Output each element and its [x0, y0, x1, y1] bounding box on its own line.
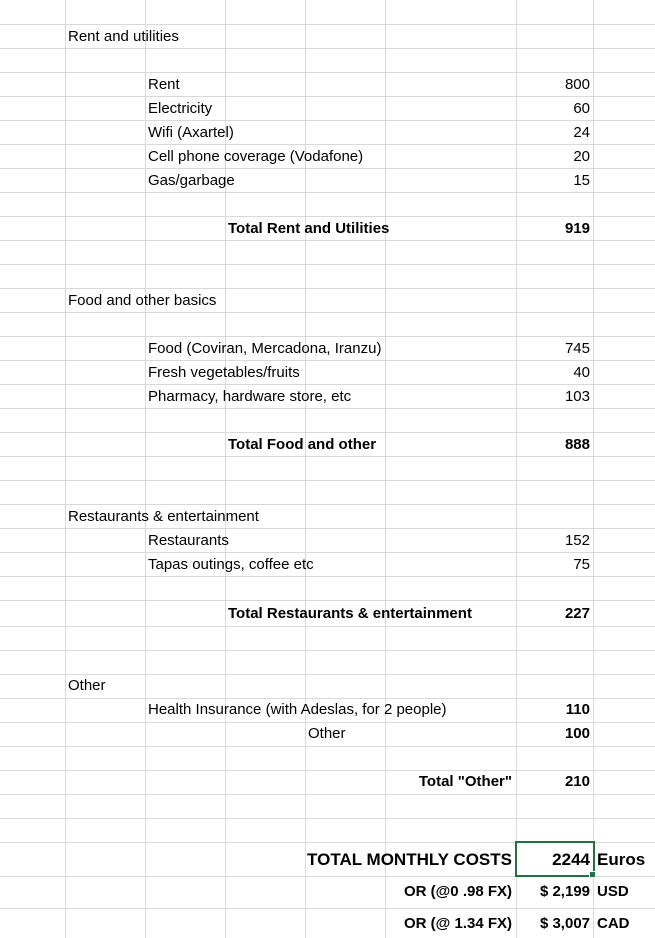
- grid-line: [385, 0, 386, 938]
- item-label[interactable]: Rent: [148, 76, 180, 93]
- total-label-food[interactable]: Total Food and other: [228, 436, 377, 453]
- item-value[interactable]: 745: [564, 340, 590, 357]
- section-header-food[interactable]: Food and other basics: [68, 292, 217, 309]
- total-value-food[interactable]: 888: [564, 436, 590, 453]
- cad-label[interactable]: OR (@ 1.34 FX): [404, 915, 512, 932]
- usd-value[interactable]: $ 2,199: [539, 883, 590, 900]
- item-label[interactable]: Health Insurance (with Adeslas, for 2 people): [148, 701, 447, 718]
- grand-total-label[interactable]: TOTAL MONTHLY COSTS: [307, 850, 512, 869]
- item-label[interactable]: Restaurants: [148, 532, 229, 549]
- item-value[interactable]: 103: [564, 388, 590, 405]
- item-value[interactable]: 15: [573, 172, 590, 189]
- fill-handle[interactable]: [589, 871, 596, 878]
- grid-line: [65, 0, 66, 938]
- cad-unit[interactable]: CAD: [597, 915, 630, 932]
- item-label[interactable]: Pharmacy, hardware store, etc: [148, 388, 352, 405]
- item-label[interactable]: Electricity: [148, 100, 213, 117]
- grid-line: [0, 746, 655, 747]
- item-value[interactable]: 20: [573, 148, 590, 165]
- grid-line: [305, 0, 306, 938]
- item-value[interactable]: 800: [564, 76, 590, 93]
- item-value[interactable]: 24: [573, 124, 590, 141]
- item-label[interactable]: Other: [308, 725, 346, 742]
- grid-line: [0, 818, 655, 819]
- item-label[interactable]: Wifi (Axartel): [148, 124, 234, 141]
- item-label[interactable]: Tapas outings, coffee etc: [148, 556, 314, 573]
- item-value[interactable]: 110: [565, 701, 590, 718]
- item-label[interactable]: Cell phone coverage (Vodafone): [148, 148, 364, 165]
- section-header-other[interactable]: Other: [68, 677, 106, 694]
- item-value[interactable]: 40: [573, 364, 590, 381]
- usd-unit[interactable]: USD: [597, 883, 629, 900]
- cad-value[interactable]: $ 3,007: [539, 915, 590, 932]
- total-value-other[interactable]: 210: [564, 773, 590, 790]
- grand-total-unit[interactable]: Euros: [597, 850, 646, 869]
- grid-line: [516, 0, 517, 938]
- item-value[interactable]: 75: [573, 556, 590, 573]
- total-value-restaurants[interactable]: 227: [564, 605, 590, 622]
- grid-line: [593, 0, 594, 938]
- usd-label[interactable]: OR (@0 .98 FX): [404, 883, 512, 900]
- grid-line: [0, 650, 655, 651]
- grid-line: [0, 600, 655, 601]
- grand-total-value[interactable]: 2244: [552, 850, 590, 869]
- grid-line: [0, 480, 655, 481]
- total-label-other[interactable]: Total "Other": [418, 773, 512, 790]
- total-label-restaurants[interactable]: Total Restaurants & entertainment: [228, 605, 472, 622]
- item-value[interactable]: 100: [564, 725, 590, 742]
- grid-line: [145, 0, 146, 938]
- total-value-rent[interactable]: 919: [564, 220, 590, 237]
- item-value[interactable]: 152: [564, 532, 590, 549]
- item-label[interactable]: Gas/garbage: [148, 172, 235, 189]
- item-label[interactable]: Food (Coviran, Mercadona, Iranzu): [148, 340, 382, 357]
- grid-line: [0, 264, 655, 265]
- item-value[interactable]: 60: [573, 100, 590, 117]
- grid-line: [0, 908, 655, 909]
- total-label-rent[interactable]: Total Rent and Utilities: [228, 220, 390, 237]
- section-header-restaurants[interactable]: Restaurants & entertainment: [68, 508, 259, 525]
- grid-line: [0, 626, 655, 627]
- item-label[interactable]: Fresh vegetables/fruits: [148, 364, 300, 381]
- grid-line: [0, 794, 655, 795]
- section-header-rent[interactable]: Rent and utilities: [68, 28, 179, 45]
